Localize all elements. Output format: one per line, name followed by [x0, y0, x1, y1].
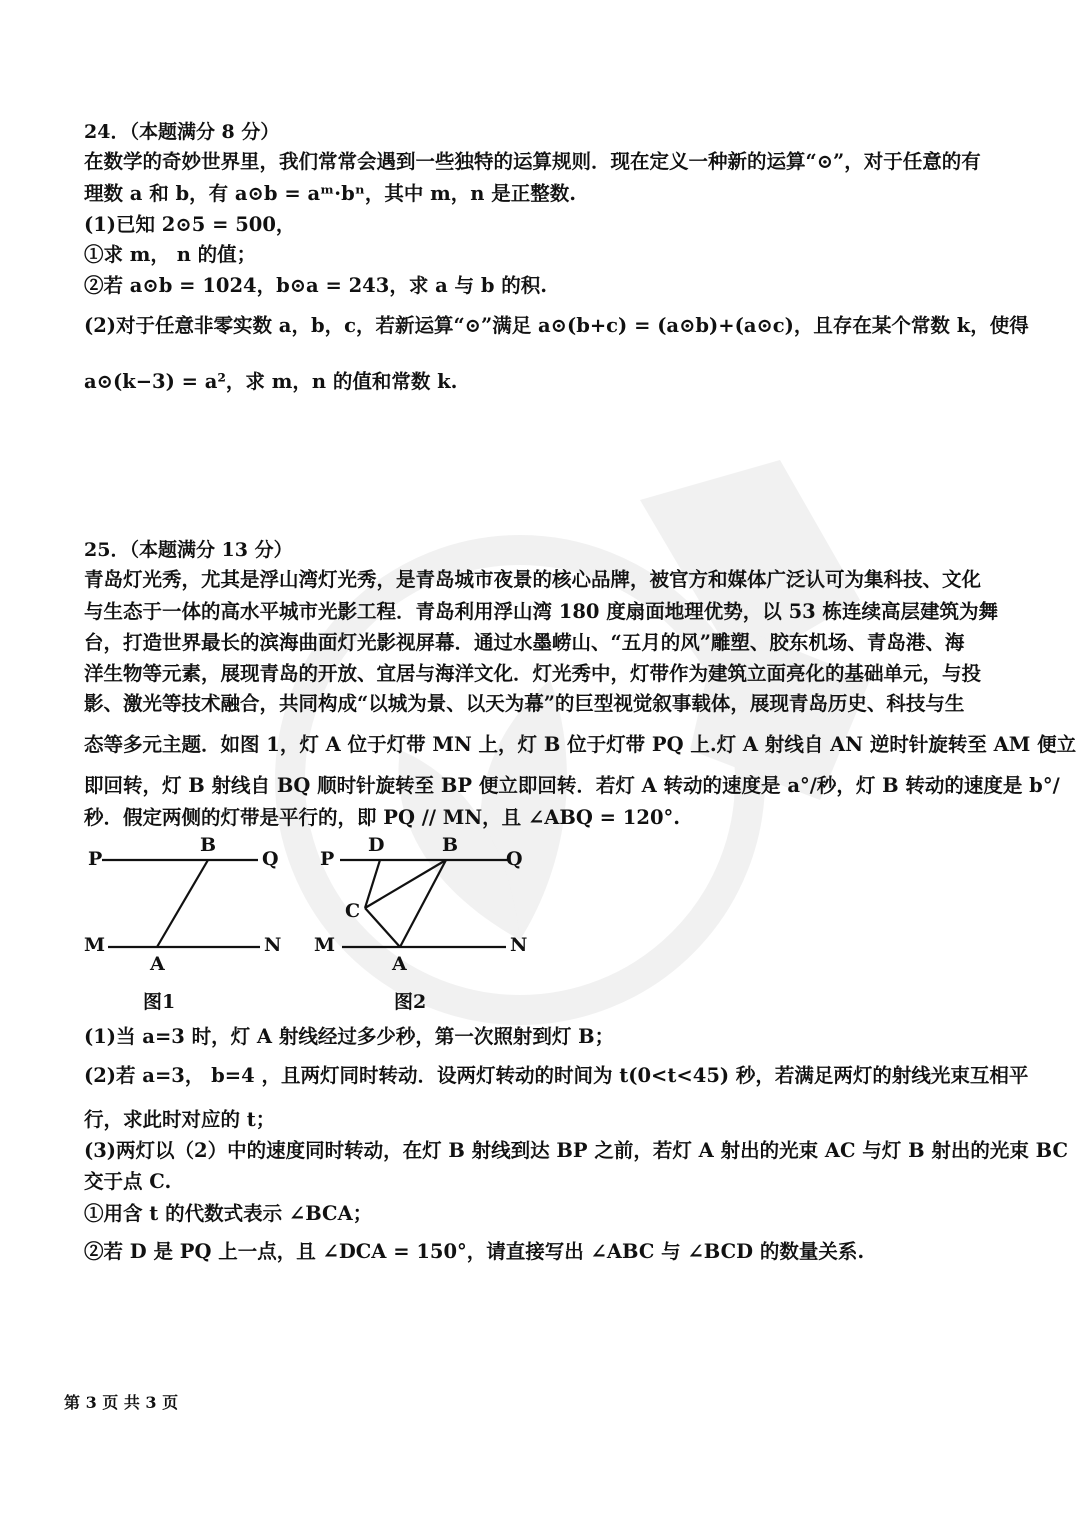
fig1-label-a: A	[150, 953, 165, 975]
q25-line: 青岛灯光秀，尤其是浮山湾灯光秀，是青岛城市夜景的核心品牌，被官方和媒体广泛认可为集科技、文化	[84, 568, 982, 591]
q24-part-2: (2)对于任意非零实数 a，b，c，若新运算“⊙”满足 a⊙(b+c) = (a⊙b)+(a⊙c)，且存在某个常数 k，使得	[84, 314, 1029, 337]
fig1-label-p: P	[88, 848, 103, 870]
fig1-caption: 图1	[143, 991, 176, 1013]
q25-line: 秒．假定两侧的灯带是平行的，即 PQ // MN，且 ∠ABQ = 120°.	[84, 806, 681, 829]
fig2-caption: 图2	[394, 991, 427, 1013]
q24-part-1-ii: ②若 a⊙b = 1024，b⊙a = 243，求 a 与 b 的积.	[84, 274, 548, 297]
fig1-label-m: M	[84, 934, 106, 956]
page-footer: 第 3 页 共 3 页	[64, 1393, 179, 1412]
q25-line: 与生态于一体的高水平城市光影工程．青岛利用浮山湾 180 度扇面地理优势，以 53 栋连续高层建筑为舞	[84, 600, 998, 623]
fig1-label-n: N	[264, 934, 282, 956]
fig2-label-m: M	[314, 934, 336, 956]
q25-part-3: (3)两灯以（2）中的速度同时转动，在灯 B 射线到达 BP 之前，若灯 A 射出的光束 AC 与灯 B 射出的光束 BC	[84, 1139, 1069, 1162]
q25-part-3-ii: ②若 D 是 PQ 上一点，且 ∠DCA = 150°，请直接写出 ∠ABC 与 ∠BCD 的数量关系.	[84, 1240, 865, 1263]
q25-part-3-i: ①用含 t 的代数式表示 ∠BCA；	[84, 1202, 373, 1225]
fig2-label-d: D	[368, 834, 385, 856]
q24-part-1: (1)已知 2⊙5 = 500，	[84, 213, 296, 236]
q25-line: 影、激光等技术融合，共同构成“以城为景、以天为幕”的巨型视觉叙事载体，展现青岛历史、科技与生	[84, 692, 965, 715]
fig2-label-q: Q	[506, 848, 523, 870]
fig2-label-a: A	[392, 953, 407, 975]
fig2-label-n: N	[510, 934, 528, 956]
q25-header: 25．（本题满分 13 分）	[84, 539, 293, 561]
q25-part-1: (1)当 a=3 时，灯 A 射线经过多少秒，第一次照射到灯 B；	[84, 1025, 615, 1048]
q24-header: 24．（本题满分 8 分）	[84, 121, 280, 143]
q25-part-3-cont: 交于点 C.	[84, 1170, 172, 1193]
fig1-label-b: B	[200, 834, 217, 856]
q25-line: 洋生物等元素，展现青岛的开放、宜居与海洋文化．灯光秀中，灯带作为建筑立面亮化的基础单元，与投	[84, 662, 982, 685]
fig1-label-q: Q	[262, 848, 279, 870]
fig2-label-p: P	[320, 848, 335, 870]
q25-part-2-cont: 行，求此时对应的 t；	[84, 1108, 276, 1131]
segment-ca	[365, 908, 400, 947]
q24-line: 理数 a 和 b，有 a⊙b = aᵐ·bⁿ，其中 m，n 是正整数.	[84, 182, 577, 205]
q25-part-2: (2)若 a=3， b=4 ，且两灯同时转动．设两灯转动的时间为 t(0<t<45) 秒，若满足两灯的射线光束互相平	[84, 1064, 1029, 1087]
q25-line: 态等多元主题．如图 1，灯 A 位于灯带 MN 上，灯 B 位于灯带 PQ 上.灯 A 射线自 AN 逆时针旋转至 AM 便立	[84, 733, 1077, 756]
fig2-label-c: C	[345, 900, 361, 922]
q25-line: 台，打造世界最长的滨海曲面灯光影视屏幕．通过水墨崂山、“五月的风”雕塑、胶东机场、青岛港、海	[84, 631, 965, 654]
q24-line: 在数学的奇妙世界里，我们常常会遇到一些独特的运算规则．现在定义一种新的运算“⊙”，对于任意的有	[84, 150, 981, 173]
q24-part-2-cont: a⊙(k−3) = a²，求 m，n 的值和常数 k.	[84, 370, 458, 393]
segment-ab	[157, 860, 208, 947]
fig2-label-b: B	[442, 834, 459, 856]
q25-line: 即回转，灯 B 射线自 BQ 顺时针旋转至 BP 便立即回转．若灯 A 转动的速度是 a°/秒，灯 B 转动的速度是 b°/	[84, 774, 1060, 797]
q24-part-1-i: ①求 m， n 的值；	[84, 243, 257, 266]
